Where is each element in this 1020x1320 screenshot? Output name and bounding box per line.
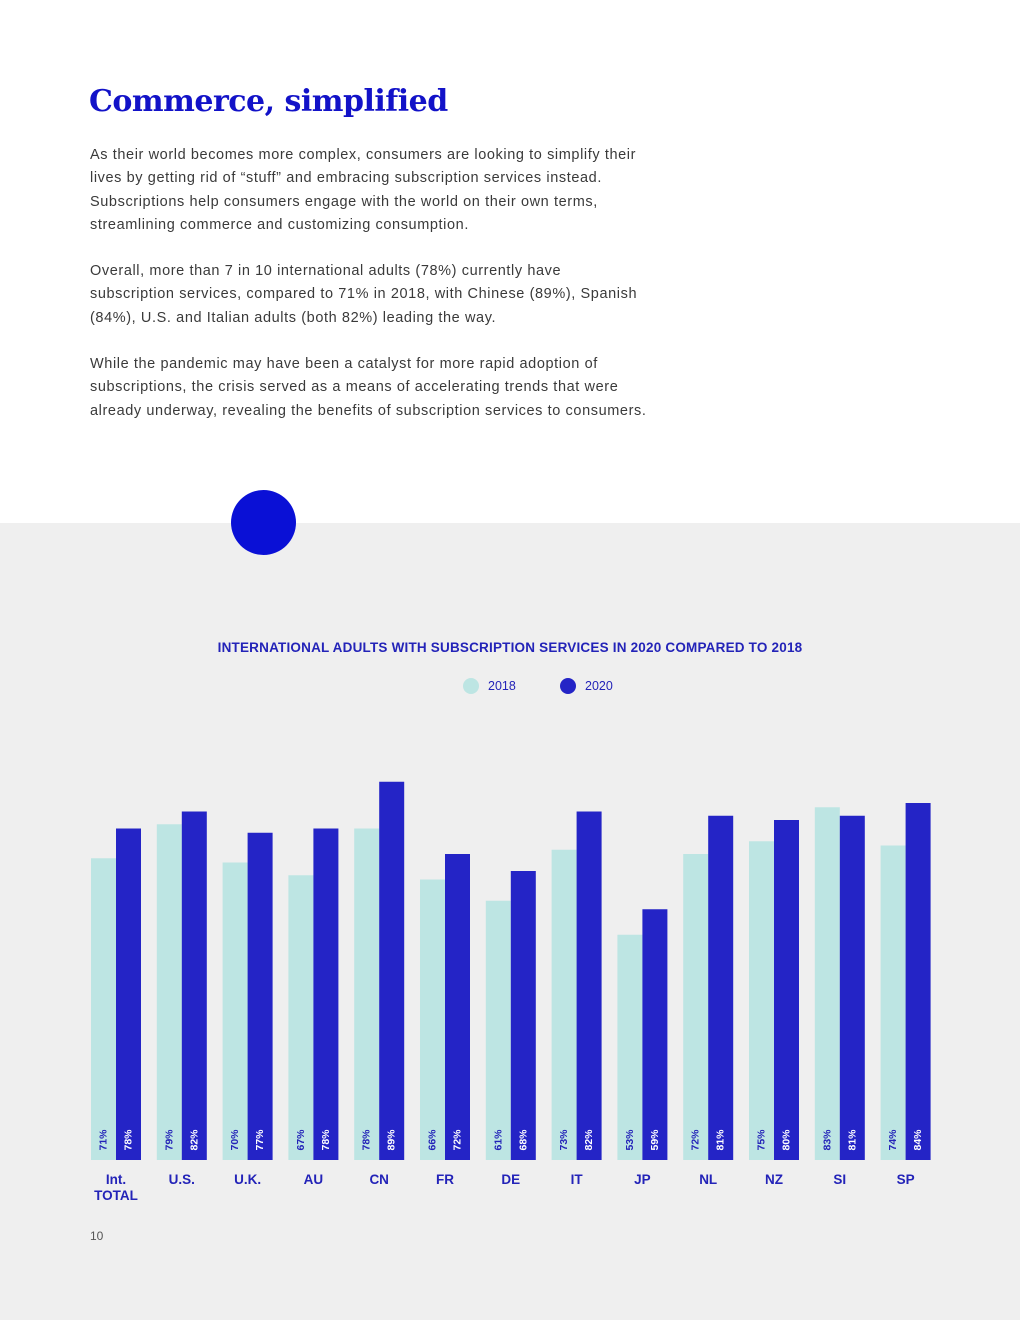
legend-label-2018: 2018 bbox=[488, 679, 516, 693]
data-label-2018-inttotal: 71% bbox=[97, 1129, 110, 1151]
data-label-2020-au: 78% bbox=[319, 1129, 332, 1151]
bar-2020-de bbox=[511, 871, 536, 1160]
bar-2020-nl bbox=[708, 816, 733, 1160]
category-label-cn: CN bbox=[369, 1172, 389, 1187]
data-label-2018-de: 61% bbox=[492, 1129, 505, 1151]
intro-paragraph-1: As their world becomes more complex, consumers are looking to simplify their lives by getting rid of “stuff” and embracing subscription services instead. Subscriptions help consumers engage with the world on their own terms, streamlining commerce and customizing consumption. bbox=[90, 147, 637, 234]
bar-2018-nl bbox=[683, 854, 708, 1160]
bar-2018-au bbox=[288, 875, 313, 1160]
data-label-2020-us: 82% bbox=[188, 1129, 201, 1151]
bar-2020-cn bbox=[379, 782, 404, 1160]
bar-2020-us bbox=[182, 812, 207, 1161]
data-label-2020-sp: 84% bbox=[912, 1129, 925, 1151]
data-label-2020-uk: 77% bbox=[254, 1129, 267, 1151]
data-label-2020-cn: 89% bbox=[385, 1129, 398, 1151]
category-label-nl: NL bbox=[699, 1172, 718, 1187]
page-number: 10 bbox=[90, 1229, 104, 1243]
bar-2018-it bbox=[552, 850, 577, 1160]
bar-2018-fr bbox=[420, 880, 445, 1161]
category-label-uk: U.K. bbox=[234, 1172, 262, 1187]
intro-paragraph-2: Overall, more than 7 in 10 international adults (78%) currently have subscription services, compared to 71% in 2018, with Chinese (89%), Spanish (84%), U.S. and Italian adults (both 82%) leading the way. bbox=[90, 263, 638, 326]
data-label-2020-nl: 81% bbox=[714, 1129, 727, 1151]
data-label-2018-si: 83% bbox=[821, 1129, 834, 1151]
intro-paragraph-3: While the pandemic may have been a catalyst for more rapid adoption of subscriptions, the crisis served as a means of accelerating trends that were already underway, revealing the benefits of subscription services to consumers. bbox=[90, 356, 647, 419]
data-label-2020-jp: 59% bbox=[648, 1129, 661, 1151]
bar-2020-inttotal bbox=[116, 829, 141, 1161]
bar-2018-si bbox=[815, 807, 840, 1160]
bar-2020-fr bbox=[445, 854, 470, 1160]
bar-2018-inttotal bbox=[91, 858, 116, 1160]
data-label-2020-it: 82% bbox=[583, 1129, 596, 1151]
page-title: Commerce, simplified bbox=[89, 84, 448, 119]
bar-2018-nz bbox=[749, 841, 774, 1160]
category-label-nz: NZ bbox=[765, 1172, 783, 1187]
data-label-2020-si: 81% bbox=[846, 1129, 859, 1151]
bar-2020-jp bbox=[642, 909, 667, 1160]
data-label-2020-nz: 80% bbox=[780, 1129, 793, 1151]
bar-2020-au bbox=[313, 829, 338, 1161]
data-label-2018-nz: 75% bbox=[755, 1129, 768, 1151]
data-label-2018-uk: 70% bbox=[229, 1129, 242, 1151]
bar-2018-us bbox=[157, 824, 182, 1160]
bar-2020-nz bbox=[774, 820, 799, 1160]
legend-label-2020: 2020 bbox=[585, 679, 613, 693]
category-label-sp: SP bbox=[896, 1172, 915, 1187]
bar-2018-cn bbox=[354, 829, 379, 1161]
category-label-si: SI bbox=[833, 1172, 847, 1187]
bar-2020-uk bbox=[248, 833, 273, 1160]
data-label-2018-nl: 72% bbox=[689, 1129, 702, 1151]
bar-2020-si bbox=[840, 816, 865, 1160]
data-label-2020-de: 68% bbox=[517, 1129, 530, 1151]
bar-2018-sp bbox=[881, 846, 906, 1161]
data-label-2018-it: 73% bbox=[558, 1129, 571, 1151]
data-label-2018-fr: 66% bbox=[426, 1129, 439, 1151]
data-label-2018-sp: 74% bbox=[887, 1129, 900, 1151]
chart-title: INTERNATIONAL ADULTS WITH SUBSCRIPTION SERVICES IN 2020 COMPARED TO 2018 bbox=[217, 640, 803, 655]
data-label-2018-jp: 53% bbox=[623, 1129, 636, 1151]
category-label-it: IT bbox=[570, 1172, 583, 1187]
category-label-inttotal: Int. TOTAL bbox=[94, 1172, 138, 1203]
bar-2018-uk bbox=[223, 863, 248, 1161]
category-label-us: U.S. bbox=[168, 1172, 195, 1187]
category-label-fr: FR bbox=[436, 1172, 454, 1187]
bar-2020-sp bbox=[906, 803, 931, 1160]
data-label-2018-au: 67% bbox=[294, 1129, 307, 1151]
data-label-2020-inttotal: 78% bbox=[122, 1129, 135, 1151]
bar-2018-jp bbox=[617, 935, 642, 1160]
category-label-jp: JP bbox=[634, 1172, 651, 1187]
category-label-au: AU bbox=[303, 1172, 324, 1187]
bar-2020-it bbox=[577, 812, 602, 1161]
data-label-2018-cn: 78% bbox=[360, 1129, 373, 1151]
category-label-de: DE bbox=[501, 1172, 521, 1187]
bar-2018-de bbox=[486, 901, 511, 1160]
data-label-2020-fr: 72% bbox=[451, 1129, 464, 1151]
data-label-2018-us: 79% bbox=[163, 1129, 176, 1151]
